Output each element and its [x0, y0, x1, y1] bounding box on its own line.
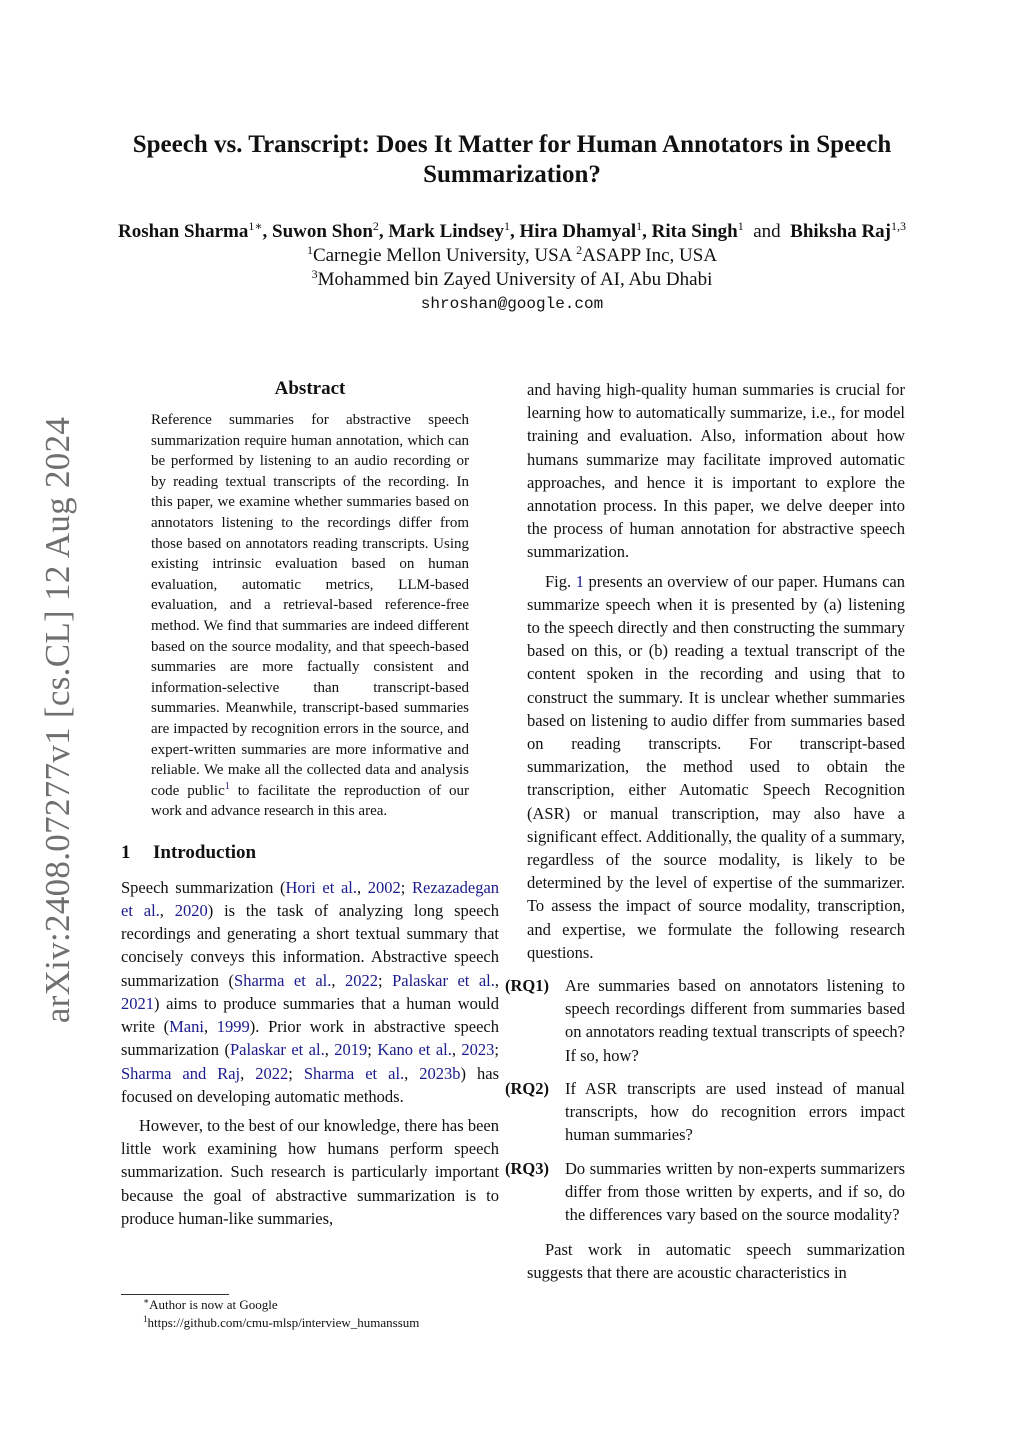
research-question-text: Are summaries based on annotators listening to speech recordings different from summaries based on annotators reading textual transcripts of speech? If so, how? [565, 976, 905, 1065]
arxiv-identifier-text: arXiv:2408.07277v1 [cs.CL] 12 Aug 2024 [38, 416, 78, 1024]
paragraph-text: ; [494, 1040, 500, 1060]
citation-link[interactable]: 1 [575, 571, 584, 591]
author-name: Rita Singh [651, 221, 738, 242]
paragraph-text: , [494, 970, 500, 990]
research-question-label: (RQ3) [505, 1158, 549, 1178]
footnote-mark: ∗ [143, 1296, 150, 1306]
abstract-text-tail: to facilitate the reproduction of our work and advance research in this area. [151, 782, 470, 820]
research-question [505, 1077, 905, 1147]
citation-link[interactable]: Kano et al. [377, 1040, 452, 1060]
author-name: Suwon Shon [272, 221, 373, 242]
citation-link[interactable]: Sharma et al. [234, 970, 332, 990]
citation-link[interactable]: 1999 [216, 1017, 250, 1037]
abstract-body [151, 410, 469, 822]
citation-link[interactable]: Sharma et al. [303, 1063, 405, 1083]
title-line-1: Speech vs. Transcript: Does It Matter for Human Annotators in Speech [132, 131, 892, 158]
author-affiliation-marker: 2 [372, 219, 379, 233]
citation-link[interactable]: Palaskar et al. [230, 1040, 325, 1060]
contact-email: shroshan@google.com [420, 295, 604, 313]
paragraph-text: , [451, 1040, 462, 1060]
citation-link[interactable]: 2023b [419, 1063, 461, 1083]
citation-link[interactable]: 2022 [255, 1063, 289, 1083]
abstract-heading: Abstract [274, 378, 346, 399]
footnote-author-text: Author is now at Google [149, 1297, 278, 1312]
section-title: Introduction [153, 841, 257, 863]
citation-link[interactable]: Rezazadegan et al. [121, 877, 500, 921]
paragraph-text: ) is the task of analyzing long speech recordings and generating a short textual summary that concisely conveys this information. Abstractive speech summarization ( [121, 901, 499, 990]
footnote-url-link[interactable]: https://github.com/cmu-mlsp/interview_humanssum [147, 1315, 420, 1330]
author-name: Bhiksha Raj [790, 221, 892, 242]
left-column [121, 376, 499, 1230]
author-affiliation-marker: 1∗ [248, 219, 263, 233]
paragraph-text: ) has focused on developing automatic methods. [121, 1063, 500, 1106]
citation-link[interactable]: 2002 [367, 877, 401, 897]
footnote-marker[interactable]: 1 [224, 780, 230, 792]
citation-link[interactable]: 2020 [174, 901, 208, 921]
citation-link[interactable]: 2021 [121, 993, 154, 1013]
paragraph-text: , [356, 877, 368, 897]
research-question-text: If ASR transcripts are used instead of manual transcripts, how do recognition errors impact human summaries? [565, 1078, 905, 1145]
author-separator: and [743, 221, 791, 242]
citation-link[interactable]: Hori et al. [285, 877, 357, 897]
intro-paragraph-1 [121, 876, 499, 1108]
affiliation-marker: 2 [576, 243, 583, 257]
paragraph-text: presents an overview of our paper. Humans can summarize speech when it is presented by (a) listening to the speech directly and then constructing the summary based on this, or (b) reading a textual transcript of the content spoken in the recording and using that to construct the summary. It is unclear whether summaries based on listening to audio differ from summaries based on reading transcripts. For transcript-based summarization, the method used to obtain the transcription, either Automatic Speech Recognition (ASR) or manual transcription, may also have a significant effect. Additionally, the quality of a summary, regardless of the source modality, is likely to be determined by the level of expertise of the summarizer. To assess the impact of source modality, transcription, and expertise, we formulate the following research questions. [527, 571, 905, 962]
citation-link[interactable]: 2019 [334, 1040, 368, 1060]
paper-title [60, 130, 964, 190]
author-separator: , [378, 221, 389, 242]
affiliation-asapp: ASAPP Inc, USA [582, 245, 718, 266]
footnote-mark: 1 [143, 1314, 148, 1324]
citation-link[interactable]: Sharma and Raj [121, 1063, 241, 1083]
arxiv-identifier [8, 370, 108, 1070]
research-question-list [505, 974, 905, 1226]
abstract-text: Reference summaries for abstractive speech summarization require human annotation, which can be performed by listening to an audio recording or by reading textual transcripts of the recording. In this paper, we examine whether summaries based on annotators listening to the recordings differ from those based on annotators reading transcripts. Using existing intrinsic evaluation based on human evaluation, automatic metrics, LLM-based evaluation, and a retrieval-based reference-free method. We find that summaries are indeed different based on the source modality, and that speech-based summaries are more factually consistent and information-selective than transcript-based summaries. Meanwhile, transcript-based summaries are impacted by recognition errors in the source, and expert-written summaries are more informative and reliable. We make all the collected data and analysis code public [151, 412, 469, 799]
author-name: Hira Dhamyal [519, 221, 637, 242]
author-affiliation-marker: 1 [504, 219, 511, 233]
paragraph-text: ) aims to produce summaries that a human would write ( [121, 993, 499, 1037]
intro-paragraph-2: However, to the best of our knowledge, there has been little work examining how humans perform speech summarization. Such research is particularly important because the goal of abstractive summarization is to produce human-like summaries, [121, 1115, 499, 1228]
paragraph-text: ; [378, 970, 393, 990]
footnote-author [121, 1296, 499, 1314]
author-affiliation-marker: 1 [636, 219, 643, 233]
footnote-url [121, 1314, 499, 1332]
section-heading-introduction [121, 840, 499, 866]
right-column [505, 378, 905, 1285]
section-number: 1 [121, 841, 131, 863]
citation-link[interactable]: Palaskar et al. [392, 970, 495, 990]
paragraph-text: , [324, 1040, 335, 1060]
paragraph-text: ; [288, 1063, 304, 1083]
paragraph-text: , [203, 1017, 217, 1037]
citation-link[interactable]: 2023 [461, 1040, 495, 1060]
title-line-2: Summarization? [423, 161, 601, 188]
author-name: Roshan Sharma [117, 221, 249, 242]
paragraph-text: ; [367, 1040, 378, 1060]
right-paragraph-2 [527, 570, 905, 964]
author-separator: , [262, 221, 273, 242]
right-paragraph-1: and having high-quality human summaries is crucial for learning how to automatically summarize, i.e., for model training and evaluation. Also, information about how humans summarize may facilitate improved automatic approaches, and hence it is important to explore the annotation process. In this paper, we delve deeper into the process of human annotation for abstractive speech summarization. [527, 380, 905, 562]
paragraph-text: , [159, 901, 175, 921]
citation-link[interactable]: Mani [169, 1017, 204, 1037]
research-question [505, 974, 905, 1067]
author-list [60, 220, 964, 244]
affiliation-marker: 3 [311, 267, 318, 281]
research-question [505, 1157, 905, 1227]
affiliation-mbzuai: Mohammed bin Zayed University of AI, Abu Dhabi [317, 269, 713, 290]
right-paragraph-3: Past work in automatic speech summarization suggests that there are acoustic characteristics in [527, 1240, 905, 1283]
author-separator: , [510, 221, 520, 242]
author-separator: , [642, 221, 652, 242]
affiliation-cmu: Carnegie Mellon University, USA [312, 245, 577, 266]
author-name: Mark Lindsey [388, 221, 505, 242]
paragraph-text: , [404, 1063, 420, 1083]
author-affiliation-marker: 1 [737, 219, 744, 233]
paragraph-text: Fig. [545, 571, 576, 591]
citation-link[interactable]: 2022 [345, 970, 378, 990]
research-question-label: (RQ2) [505, 1078, 549, 1098]
research-question-label: (RQ1) [505, 976, 549, 996]
affiliation-line-1 [60, 244, 964, 268]
author-affiliation-marker: 1,3 [891, 219, 907, 233]
paragraph-text: , [331, 970, 345, 990]
research-question-text: Do summaries written by non-experts summarizers differ from those written by experts, and if so, do the differences vary based on the source modality? [565, 1158, 905, 1224]
affiliation-line-2 [60, 268, 964, 292]
footnotes [121, 1296, 499, 1332]
footnote-rule [121, 1294, 229, 1295]
paragraph-text: , [240, 1063, 256, 1083]
paragraph-text: ). Prior work in abstractive speech summarization ( [121, 1017, 500, 1060]
paragraph-text: ; [400, 877, 412, 897]
paragraph-text: Speech summarization ( [121, 877, 286, 897]
paper-header [60, 130, 964, 316]
affiliation-marker: 1 [306, 243, 313, 257]
